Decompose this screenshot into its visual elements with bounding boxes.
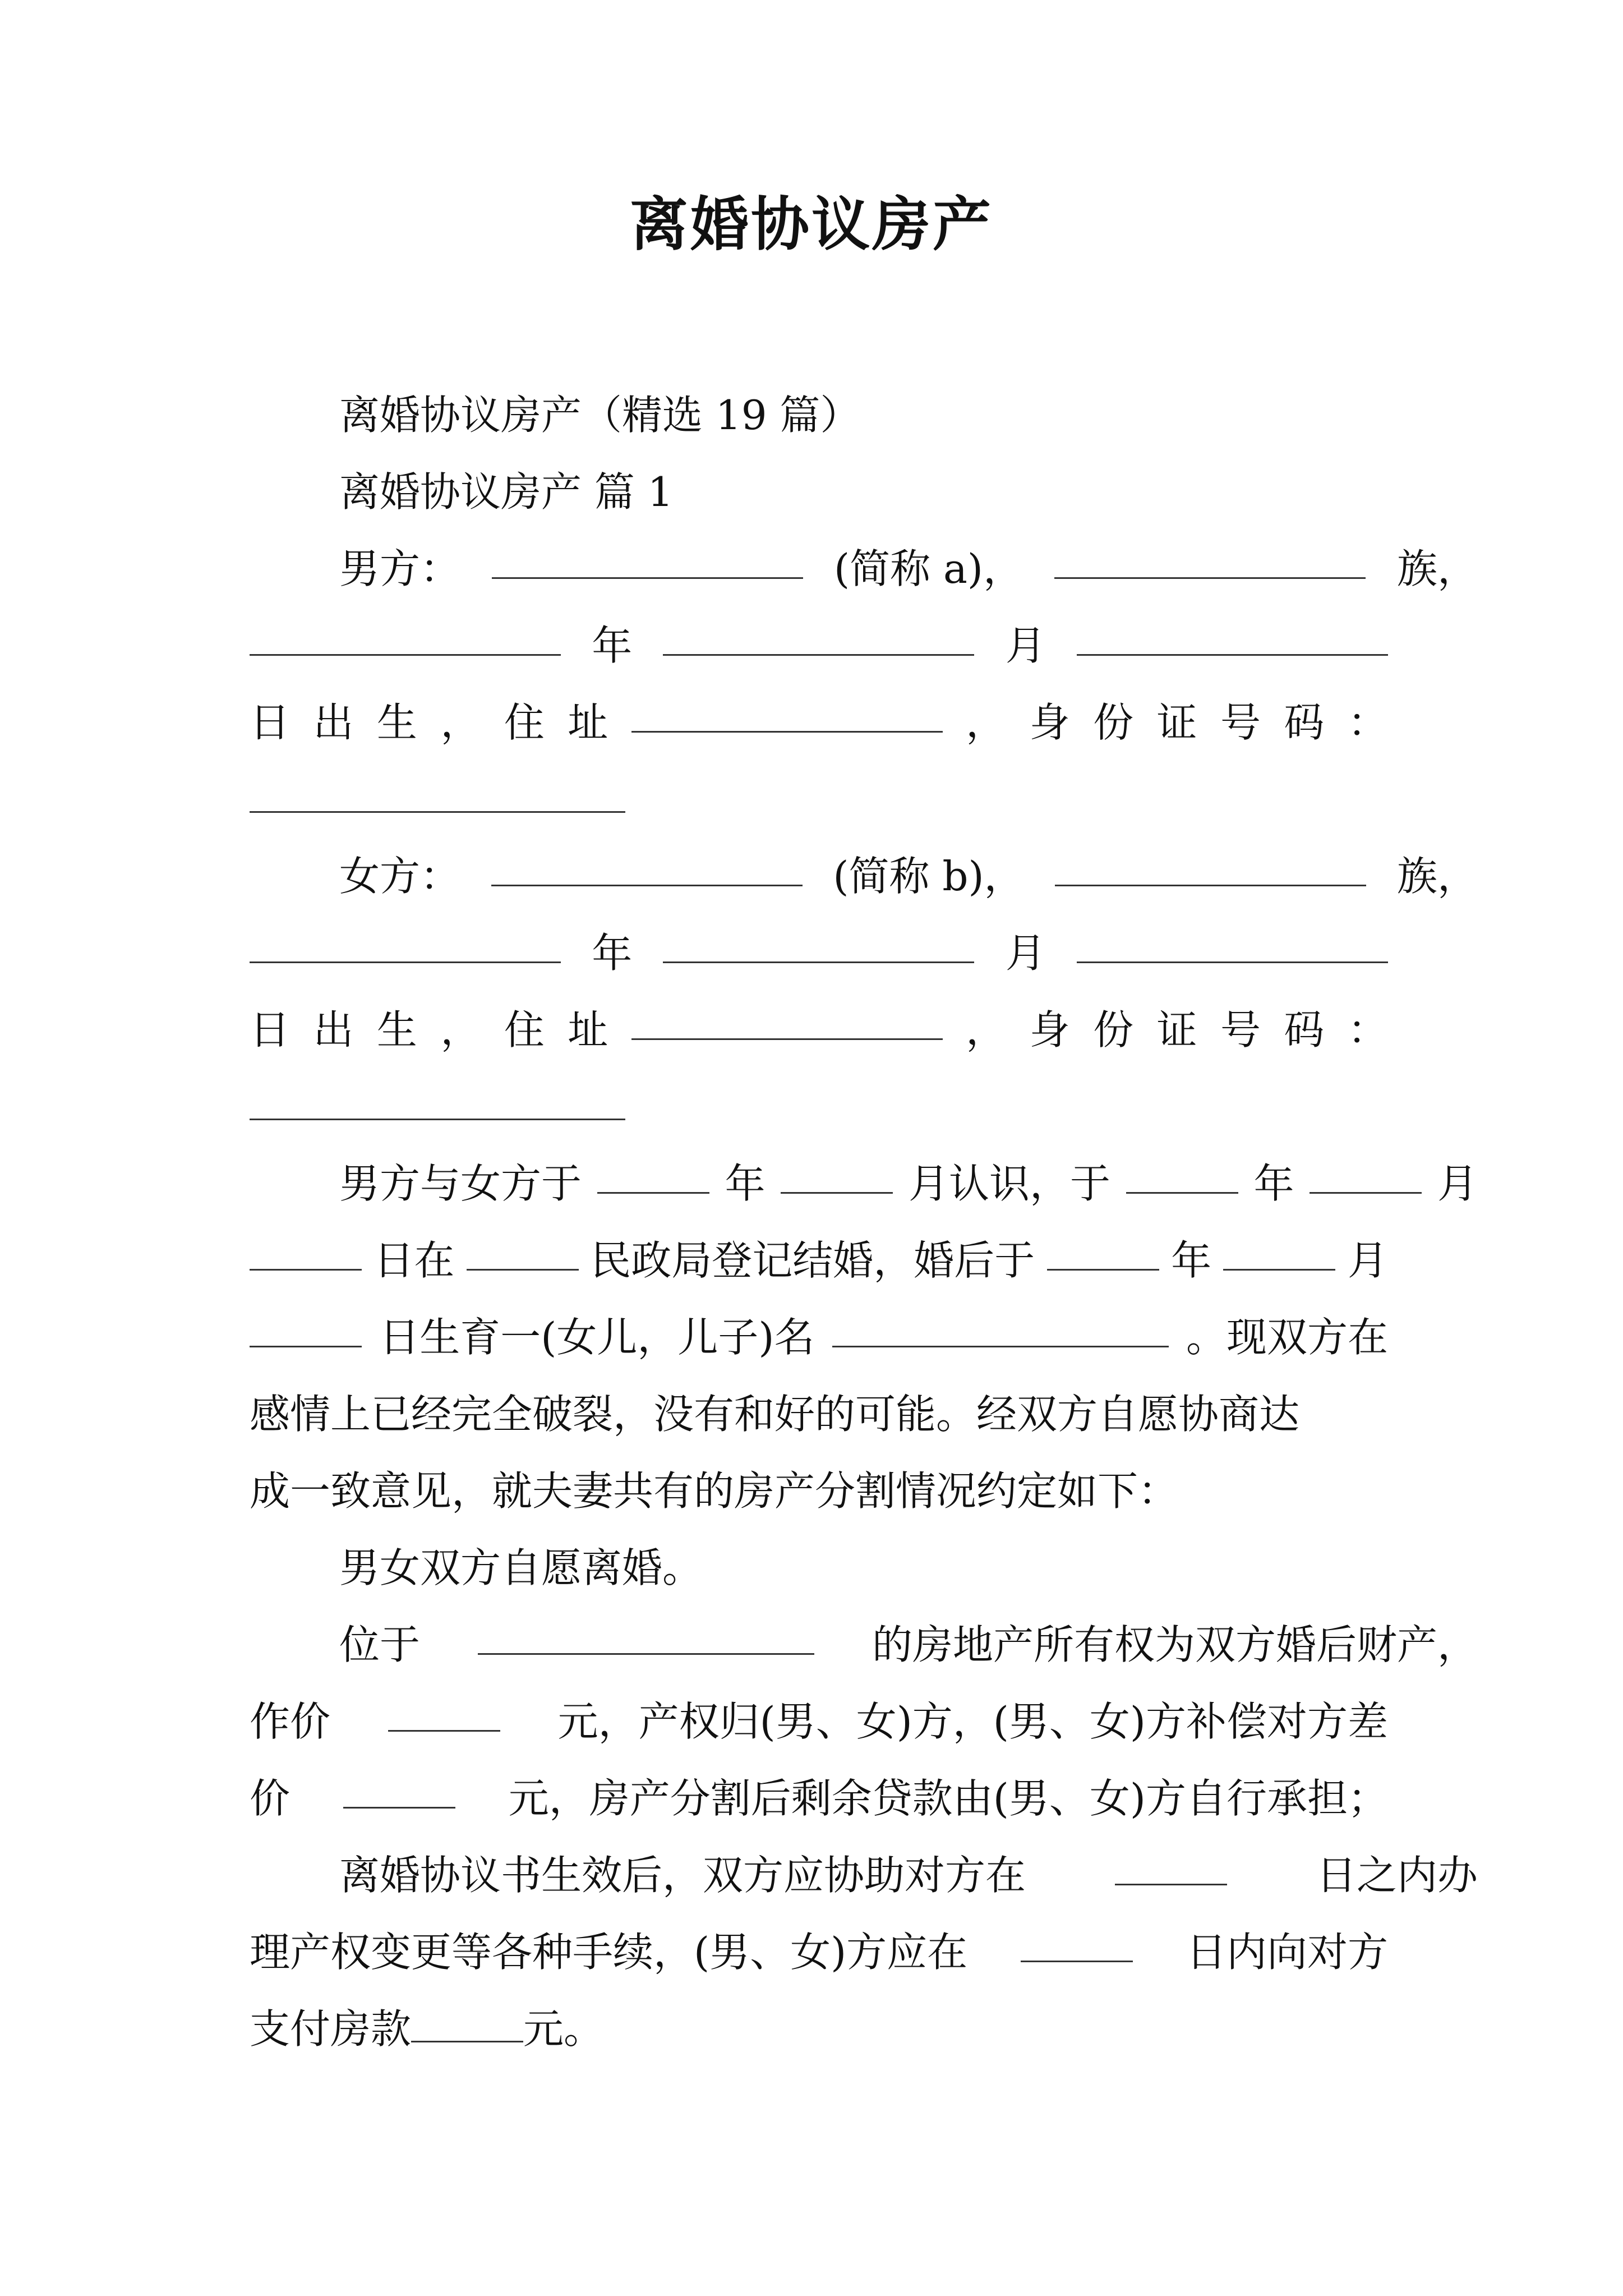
party-b-char: 出 <box>313 1006 354 1053</box>
party-b-id-char: 号 <box>1220 1006 1261 1053</box>
marriage-line-5: 成一致意见，就夫妻共有的房产分割情况约定如下： <box>250 1467 1179 1515</box>
property-text: 元，产权归(男、女)方，(男、女)方补偿对方差 <box>557 1698 1388 1745</box>
party-a-year-blank <box>250 620 561 656</box>
procedure-text: 支付房款 <box>250 2005 412 2053</box>
party-a-line-3 <box>250 683 1388 762</box>
marriage-text: 月 <box>1437 1160 1478 1207</box>
property-text: 位于 <box>339 1621 421 1668</box>
party-b-month: 月 <box>1005 930 1046 977</box>
marriage-text: 日生育一(女儿，儿子)名 <box>379 1314 815 1361</box>
procedure-text: 理产权变更等各种手续，(男、女)方应在 <box>250 1929 968 1976</box>
party-b-name-blank <box>491 851 803 886</box>
party-b-char: 生 <box>376 1006 417 1053</box>
party-b-id-char: 证 <box>1156 1006 1197 1053</box>
party-b-id-char: 身 <box>1029 1006 1070 1053</box>
register-year-blank <box>1126 1158 1238 1194</box>
party-a-line-2 <box>250 606 1388 685</box>
party-a-id-blank <box>250 777 625 813</box>
payment-amount-blank <box>411 2007 523 2042</box>
party-b-year-blank <box>250 928 561 963</box>
party-a-char: 住 <box>504 699 545 746</box>
party-a-ethnic-blank <box>1054 544 1366 579</box>
marriage-line-4: 感情上已经完全破裂，没有和好的可能。经双方自愿协商达 <box>250 1391 1300 1438</box>
party-a-id-char: 身 <box>1029 699 1070 746</box>
party-b-char: 址 <box>568 1006 608 1053</box>
party-a-line-4 <box>250 760 1388 839</box>
party-b-char: ， <box>440 1006 481 1053</box>
party-b-id-char: 码 <box>1284 1006 1325 1053</box>
marriage-text: 男方与女方于 <box>339 1160 582 1207</box>
party-a-abbr: (简称 a)， <box>833 545 1023 592</box>
party-a-id-char: 证 <box>1156 699 1197 746</box>
payment-days-blank <box>1021 1927 1133 1962</box>
marriage-text: 月认识，于 <box>908 1160 1110 1207</box>
party-a-year: 年 <box>592 622 633 669</box>
property-line-1 <box>250 1605 1478 1684</box>
property-location-blank <box>478 1619 814 1655</box>
marriage-line-1 <box>250 1144 1478 1223</box>
marriage-text: 民政局登记结婚，婚后于 <box>591 1237 1035 1284</box>
birth-day-blank <box>250 1312 362 1347</box>
party-b-char: 日 <box>250 1006 291 1053</box>
bureau-blank <box>467 1235 579 1271</box>
party-a-label: 男方： <box>339 545 461 592</box>
child-name-blank <box>832 1312 1169 1347</box>
marriage-text: 年 <box>1253 1160 1294 1207</box>
clause-divorce: 男女双方自愿离婚。 <box>339 1544 703 1591</box>
party-a-char: 出 <box>313 699 354 746</box>
party-a-char: 生 <box>376 699 417 746</box>
section-heading: 离婚协议房产 篇 1 <box>339 468 674 516</box>
procedure-text: 离婚协议书生效后，双方应协助对方在 <box>339 1852 1026 1899</box>
party-a-address-blank <box>631 697 943 733</box>
marriage-text: 。现双方在 <box>1186 1314 1388 1361</box>
party-a-comma: ， <box>966 699 1007 746</box>
register-day-blank <box>250 1235 362 1271</box>
party-b-id-blank <box>250 1085 625 1120</box>
party-b-id-char: ： <box>1347 1006 1388 1053</box>
procedure-text: 日内向对方 <box>1186 1929 1388 1976</box>
property-text: 元，房产分割后剩余贷款由(男、女)方自行承担； <box>508 1775 1388 1822</box>
party-b-char: 住 <box>504 1006 545 1053</box>
party-a-month: 月 <box>1005 622 1046 669</box>
party-b-line-4 <box>250 1068 1388 1146</box>
party-b-year: 年 <box>592 930 633 977</box>
property-text: 作价 <box>250 1698 331 1745</box>
party-a-id-char: 份 <box>1093 699 1134 746</box>
party-a-day-blank <box>1077 620 1388 656</box>
party-b-line-3 <box>250 991 1388 1069</box>
party-b-abbr: (简称 b)， <box>833 853 1025 900</box>
register-month-blank <box>1310 1158 1422 1194</box>
document-title: 离婚协议房产 <box>629 190 993 259</box>
party-a-id-char: 号 <box>1220 699 1261 746</box>
party-a-id-char: ： <box>1347 699 1388 746</box>
party-b-month-blank <box>663 928 974 963</box>
party-b-ethnic: 族， <box>1396 853 1478 900</box>
party-a-name-blank <box>492 544 803 579</box>
property-text: 的房地产所有权为双方婚后财产， <box>872 1621 1478 1668</box>
compensation-blank <box>343 1773 455 1809</box>
marriage-line-2 <box>250 1221 1388 1300</box>
party-b-ethnic-blank <box>1055 851 1366 886</box>
party-a-ethnic: 族， <box>1396 545 1478 592</box>
marriage-text: 月 <box>1347 1237 1388 1284</box>
property-text: 价 <box>250 1775 291 1822</box>
marriage-text: 年 <box>725 1160 766 1207</box>
birth-month-blank <box>1223 1235 1335 1271</box>
document-subtitle: 离婚协议房产（精选 19 篇） <box>339 392 861 439</box>
procedure-text: 日之内办 <box>1316 1852 1478 1899</box>
meet-month-blank <box>781 1158 893 1194</box>
procedure-line-3 <box>250 1990 1388 2068</box>
marriage-text: 日在 <box>374 1237 455 1284</box>
party-a-id-char: 码 <box>1284 699 1325 746</box>
party-b-comma: ， <box>966 1006 1007 1053</box>
party-b-id-char: 份 <box>1093 1006 1134 1053</box>
birth-year-blank <box>1047 1235 1159 1271</box>
property-line-3 <box>250 1759 1388 1838</box>
party-b-line-1 <box>250 837 1478 915</box>
party-a-char: 日 <box>250 699 291 746</box>
party-a-month-blank <box>663 620 974 656</box>
procedure-line-2 <box>250 1913 1388 1991</box>
transfer-days-blank <box>1115 1850 1227 1885</box>
price-blank <box>388 1696 500 1732</box>
party-a-char: ， <box>440 699 481 746</box>
procedure-line-1 <box>250 1836 1478 1915</box>
property-line-2 <box>250 1682 1388 1761</box>
party-b-day-blank <box>1077 928 1388 963</box>
party-b-address-blank <box>631 1005 943 1040</box>
procedure-text: 元。 <box>523 2005 605 2053</box>
party-a-char: 址 <box>568 699 608 746</box>
marriage-line-3 <box>250 1298 1388 1377</box>
party-b-label: 女方： <box>339 853 461 900</box>
meet-year-blank <box>597 1158 709 1194</box>
party-b-line-2 <box>250 914 1388 992</box>
party-a-line-1 <box>250 530 1478 608</box>
marriage-text: 年 <box>1171 1237 1212 1284</box>
